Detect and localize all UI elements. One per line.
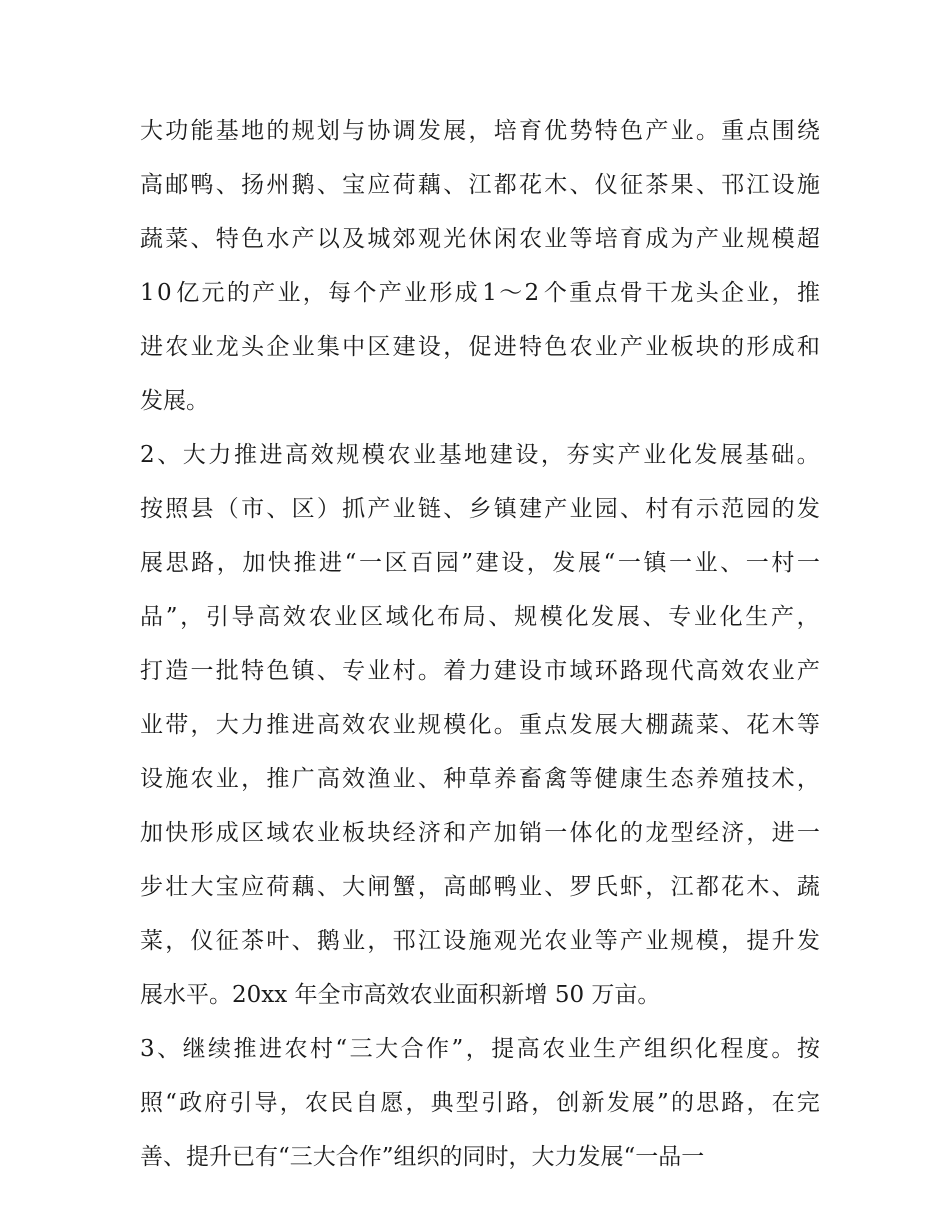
body-text bbox=[140, 104, 820, 1184]
text-line: 加 快 形 成 区 域 农 业 板 块 经 济 和 产 加 销 一 体 化 的 龙 型 经 济 ， 进 一 bbox=[140, 820, 820, 846]
text-line: 3 、 继 续 推 进 农 村 “ 三 大 合 作 ” ， 提 高 农 业 生 产 组 织 化 程 度 。 按 bbox=[140, 1036, 820, 1062]
text-line: 步 壮 大 宝 应 荷 藕 、 大 闸 蟹 ， 高 邮 鸭 业 、 罗 氏 虾 ， 江 都 花 木 、 蔬 bbox=[140, 874, 820, 900]
text-line: 进 农 业 龙 头 企 业 集 中 区 建 设 ， 促 进 特 色 农 业 产 业 板 块 的 形 成 和 bbox=[140, 334, 820, 360]
text-line: 2 、 大 力 推 进 高 效 规 模 农 业 基 地 建 设 ， 夯 实 产 业 化 发 展 基 础 。 bbox=[140, 442, 820, 468]
text-line: 照 “ 政 府 引 导 ， 农 民 自 愿 ， 典 型 引 路 ， 创 新 发 展 ” 的 思 路 ， 在 完 bbox=[140, 1090, 820, 1116]
text-line: 发展。 bbox=[140, 388, 209, 414]
text-line: 菜 ， 仪 征 茶 叶 、 鹅 业 ， 邗 江 设 施 观 光 农 业 等 产 业 规 模 ， 提 升 发 bbox=[140, 928, 820, 954]
text-line: 设 施 农 业 ， 推 广 高 效 渔 业 、 种 草 养 畜 禽 等 健 康 生 态 养 殖 技 术 ， bbox=[140, 766, 820, 792]
text-line: 打 造 一 批 特 色 镇 、 专 业 村 。 着 力 建 设 市 域 环 路 现 代 高 效 农 业 产 bbox=[140, 658, 820, 684]
text-line: 善、提升已有“三大合作”组织的同时，大力发展“一品一 bbox=[140, 1144, 705, 1170]
text-line: 按 照 县 （ 市 、 区 ） 抓 产 业 链 、 乡 镇 建 产 业 园 、 村 有 示 范 园 的 发 bbox=[140, 496, 820, 522]
text-line: 大 功 能 基 地 的 规 划 与 协 调 发 展 ， 培 育 优 势 特 色 产 业 。 重 点 围 绕 bbox=[140, 118, 820, 144]
text-line: 1 0 亿 元 的 产 业 ， 每 个 产 业 形 成 1 ～ 2 个 重 点 骨 干 龙 头 企 业 ， 推 bbox=[140, 280, 820, 306]
text-line: 展 思 路 ， 加 快 推 进 “ 一 区 百 园 ” 建 设 ， 发 展 “ 一 镇 一 业 、 一 村 一 bbox=[140, 550, 820, 576]
text-line: 业 带 ， 大 力 推 进 高 效 农 业 规 模 化 。 重 点 发 展 大 棚 蔬 菜 、 花 木 等 bbox=[140, 712, 820, 738]
text-line: 展水平。20xx 年全市高效农业面积新增 50 万亩。 bbox=[140, 982, 661, 1008]
text-line: 品 ” ， 引 导 高 效 农 业 区 域 化 布 局 、 规 模 化 发 展 、 专 业 化 生 产 ， bbox=[140, 604, 820, 630]
text-line: 蔬 菜 、 特 色 水 产 以 及 城 郊 观 光 休 闲 农 业 等 培 育 成 为 产 业 规 模 超 bbox=[140, 226, 820, 252]
text-line: 高 邮 鸭 、 扬 州 鹅 、 宝 应 荷 藕 、 江 都 花 木 、 仪 征 茶 果 、 邗 江 设 施 bbox=[140, 172, 820, 198]
